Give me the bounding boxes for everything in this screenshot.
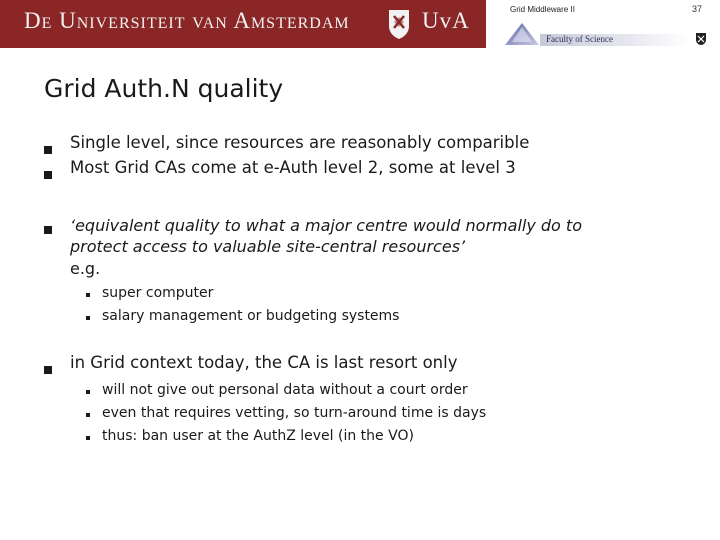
bullet-marker — [44, 146, 52, 154]
sub-bullet-text: will not give out personal data without a court order — [102, 382, 468, 398]
eg-label: e.g. — [70, 259, 101, 278]
sub-bullet-text: thus: ban user at the AuthZ level (in the VO) — [102, 428, 414, 444]
quote-line: protect access to valuable site-central resources’ — [70, 237, 466, 256]
bullet-text: Single level, since resources are reasonably comparible — [70, 133, 530, 152]
small-emblem-icon — [694, 32, 708, 46]
sub-bullet-text: salary management or budgeting systems — [102, 308, 400, 324]
bullet-marker — [44, 171, 52, 179]
sub-bullet-marker — [86, 390, 90, 394]
faculty-name: Faculty of Science — [546, 34, 613, 44]
sub-bullet-marker — [86, 293, 90, 297]
sub-bullet-text: even that requires vetting, so turn-around time is days — [102, 405, 487, 421]
university-name: De Universiteit van Amsterdam — [24, 8, 350, 33]
sub-bullet-marker — [86, 316, 90, 320]
page-number: 37 — [692, 4, 703, 14]
bullet-marker — [44, 366, 52, 374]
university-abbrev: UvA — [422, 8, 470, 33]
presentation-title: Grid Middleware II — [510, 5, 575, 14]
sub-bullet-marker — [86, 413, 90, 417]
slide-title: Grid Auth.N quality — [44, 74, 284, 103]
bullet-marker — [44, 226, 52, 234]
university-banner — [0, 0, 486, 48]
quote-line: ‘equivalent quality to what a major centre would normally do to — [70, 216, 582, 235]
bullet-text: in Grid context today, the CA is last resort only — [70, 353, 458, 372]
sub-bullet-marker — [86, 436, 90, 440]
bullet-text: Most Grid CAs come at e-Auth level 2, some at level 3 — [70, 158, 516, 177]
uva-emblem-icon — [386, 8, 412, 40]
faculty-logo-icon — [504, 22, 540, 48]
sub-bullet-text: super computer — [102, 285, 214, 301]
